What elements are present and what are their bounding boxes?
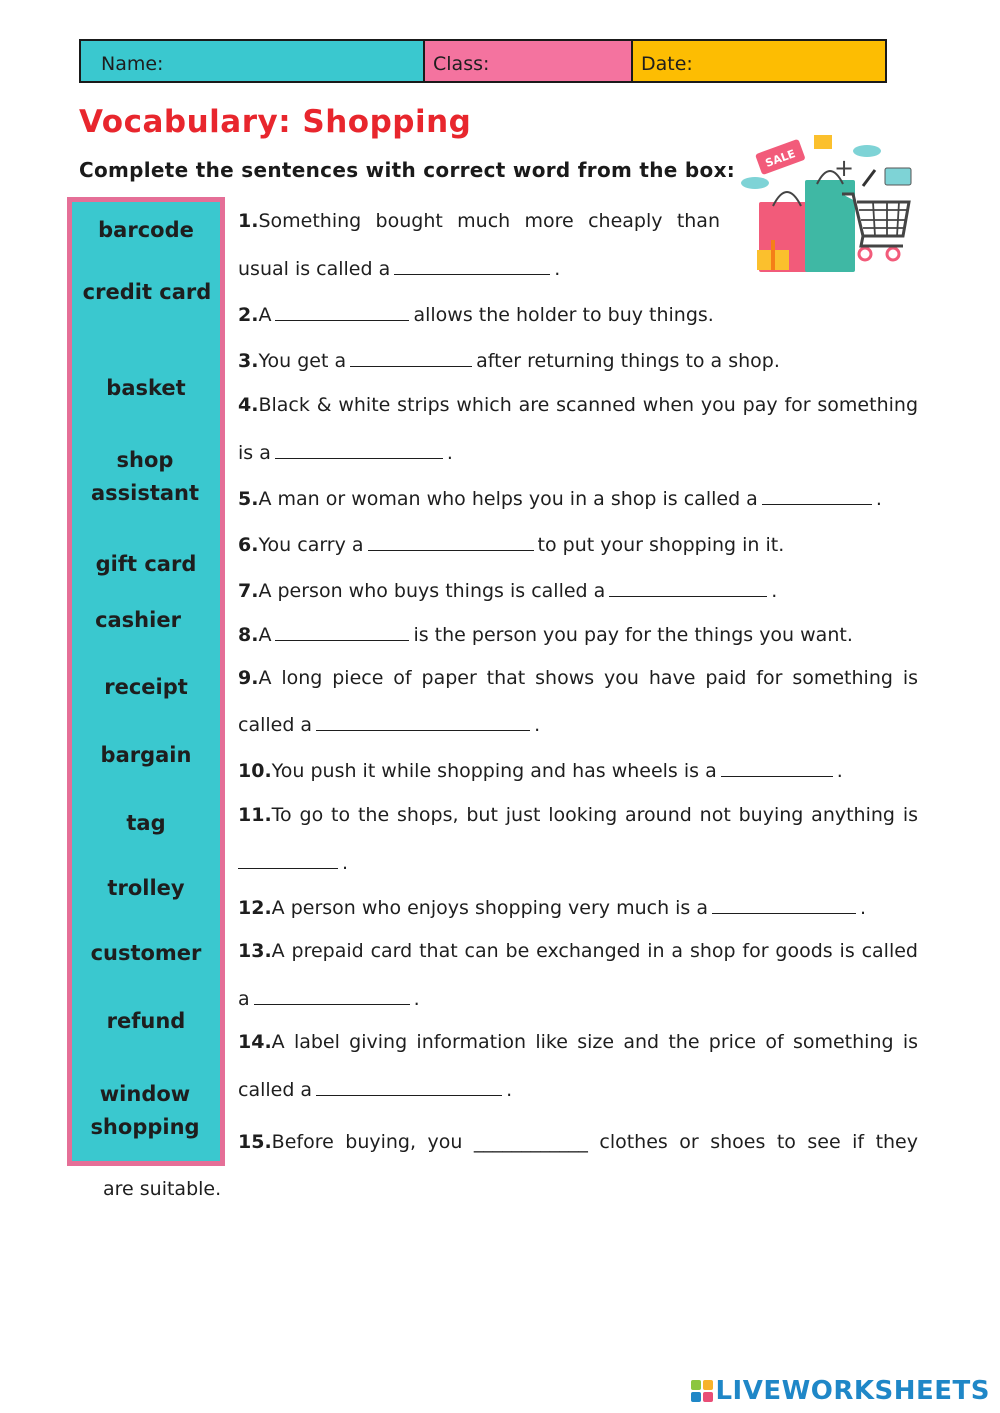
shopping-bags-cart-illustration-icon [735,128,917,273]
class-field[interactable] [425,41,633,81]
answer-blank-11[interactable] [238,850,338,869]
name-label: Name: [101,53,164,75]
question-14: 14.A label giving information like size and the price of something is [238,1031,918,1053]
page-title: Vocabulary: Shopping [79,104,472,140]
question-5: 5.A man or woman who helps you in a shop is called a . [238,488,882,510]
instructions: Complete the sentences with correct word from the box: [79,158,736,182]
brand-name: LIVEWORKSHEETS [715,1376,990,1406]
word-shop-assistant: shop assistant [90,448,200,505]
word-basket: basket [106,376,186,400]
question-2: 2.A allows the holder to buy things. [238,304,714,326]
word-window-shopping: window shopping [90,1082,200,1139]
word-customer: customer [90,941,202,965]
question-11-line2: . [238,850,348,874]
answer-blank-5[interactable] [762,486,872,505]
question-1-line2: usual is called a . [238,258,561,280]
name-field[interactable] [81,41,425,81]
question-15-line2: are suitable. [103,1178,222,1200]
question-3: 3.You get a after returning things to a shop. [238,350,780,372]
answer-blank-1[interactable] [394,256,550,275]
answer-blank-13[interactable] [254,986,410,1005]
word-bank [67,197,225,1166]
question-9: 9.A long piece of paper that shows you have paid for something is [238,667,918,689]
question-12: 12.A person who enjoys shopping very much is a . [238,897,867,919]
answer-blank-4[interactable] [275,440,443,459]
word-gift-card: gift card [95,552,197,576]
question-6: 6.You carry a to put your shopping in it. [238,534,785,556]
word-tag: tag [126,811,166,835]
answer-blank-8[interactable] [275,622,409,641]
answer-blank-12[interactable] [712,895,856,914]
question-4-line2: is a . [238,442,453,464]
word-bargain: bargain [100,743,192,767]
word-cashier: cashier [95,608,181,632]
answer-blank-14[interactable] [316,1077,502,1096]
question-9-line2: called a . [238,714,541,736]
answer-blank-3[interactable] [350,348,472,367]
student-info-bar [79,39,887,83]
question-11: 11.To go to the shops, but just looking around not buying anything is [238,804,918,826]
word-credit-card: credit card [82,280,212,304]
question-14-line2: called a . [238,1079,513,1101]
word-refund: refund [106,1009,186,1033]
question-8: 8.A is the person you pay for the things you want. [238,624,853,646]
word-barcode: barcode [98,218,194,242]
answer-blank-9[interactable] [316,712,530,731]
question-15: 15.Before buying, you ____________ clothes or shoes to see if they [238,1131,918,1153]
question-1: 1.Something bought much more cheaply than [238,210,720,232]
question-10: 10.You push it while shopping and has wheels is a . [238,760,843,782]
word-receipt: receipt [104,675,188,699]
word-trolley: trolley [107,876,185,900]
question-7: 7.A person who buys things is called a . [238,580,778,602]
liveworksheets-logo-icon [691,1380,713,1402]
class-label: Class: [433,53,490,75]
answer-blank-6[interactable] [368,532,534,551]
svg-text:+: + [834,154,855,182]
answer-blank-10[interactable] [721,758,833,777]
svg-text:SALE: SALE [763,147,798,170]
question-13-line2: a . [238,988,420,1010]
answer-blank-7[interactable] [609,578,767,597]
date-field[interactable] [633,41,885,81]
date-label: Date: [641,53,693,75]
question-13: 13.A prepaid card that can be exchanged in a shop for goods is called [238,940,918,962]
liveworksheets-logo [691,1376,990,1406]
question-4: 4.Black & white strips which are scanned when you pay for something [238,394,918,416]
answer-blank-2[interactable] [275,302,409,321]
